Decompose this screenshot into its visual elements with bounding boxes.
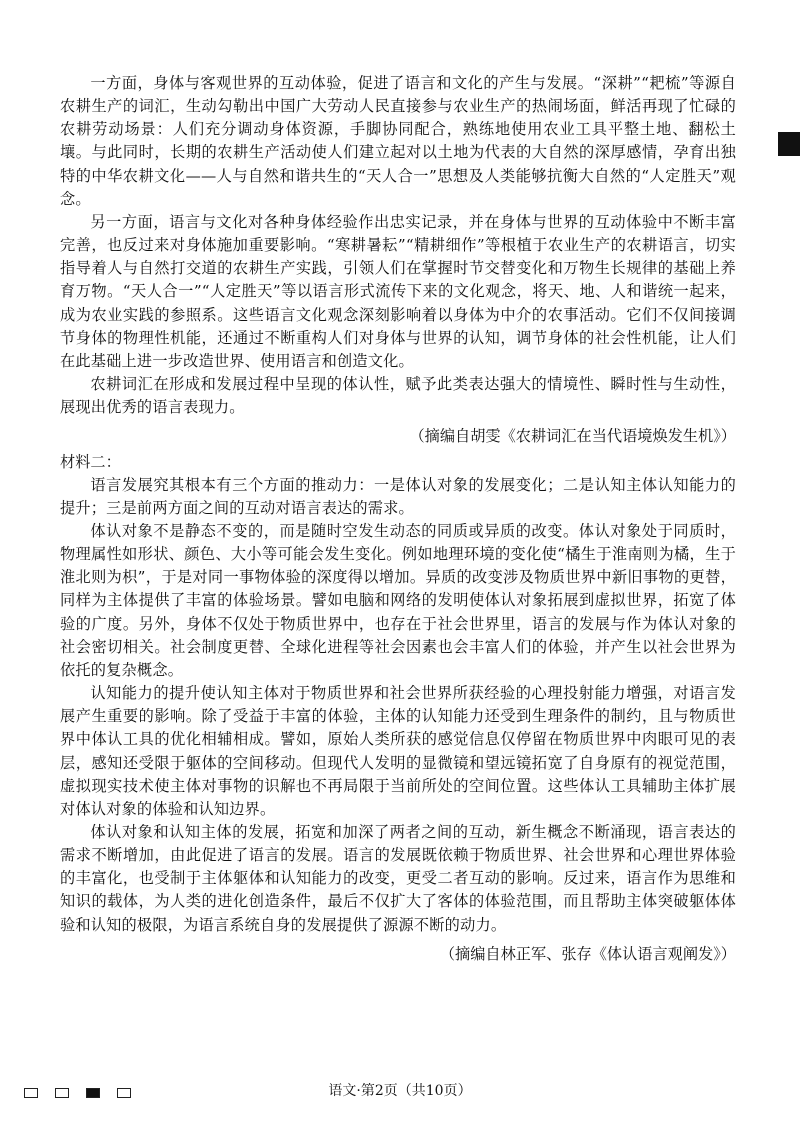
material2-label: 材料二： — [60, 452, 121, 471]
material2-paragraph-4: 体认对象和认知主体的发展，拓宽和加深了两者之间的互动，新生概念不断涌现，语言表达的需求不断增加，由此促进了语言的发展。语言的发展既依赖于物质世界、社会世界和心理世界体验的丰富化，也受制于主体躯体和认知能力的改变，更受二者互动的影响。反过来，语言作为思维和知识的载体，为人类的进化创造条件，最后不仅扩大了客体的体验范围，而且帮助主体突破躯体体验和认知的极限，为语言系统自身的发展提供了源源不断的动力。 — [60, 823, 736, 934]
passage1-source: （摘编自胡雯《农耕词汇在当代语境焕发生机》） — [409, 427, 736, 446]
passage1-paragraph-3: 农耕词汇在形成和发展过程中呈现的体认性，赋予此类表达强大的情境性、瞬时性与生动性，展现出优秀的语言表现力。 — [60, 375, 736, 417]
section-marker — [778, 132, 800, 156]
material2-paragraph-1: 语言发展究其根本有三个方面的推动力：一是体认对象的发展变化；二是认知主体认知能力的提升；三是前两方面之间的互动对语言表达的需求。 — [60, 475, 736, 517]
material2-source: （摘编自林正军、张存《体认语言观阐发》） — [439, 944, 736, 963]
material2-paragraph-3: 认知能力的提升使认知主体对于物质世界和社会世界所获经验的心理投射能力增强，对语言发展产生重要的影响。除了受益于丰富的体验，主体的认知能力还受到生理条件的制约，且与物质世界中体认工具的优化相辅相成。譬如，原始人类所获的感觉信息仅停留在物质世界中肉眼可见的表层，感知还受限于躯体的空间移动。但现代人发明的显微镜和望远镜拓宽了自身原有的视觉范围，虚拟现实技术使主体对事物的识解也不再局限于当前所处的空间位置。这些体认工具辅助主体扩展对体认对象的体验和认知边界。 — [60, 684, 736, 818]
passage1-paragraph-2: 另一方面，语言与文化对各种身体经验作出忠实记录，并在身体与世界的互动体验中不断丰富完善，也反过来对身体施加重要影响。“寒耕暑耘”“精耕细作”等根植于农业生产的农耕语言，切实指导着人与自然打交道的农耕生产实践，引领人们在掌握时节交替变化和万物生长规律的基础上养育万物。“天人合一”“人定胜天”等以语言形式流传下来的文化观念，将天、地、人和谐统一起来，成为农业实践的参照系。这些语言文化观念深刻影响着以身体为中介的农事活动。它们不仅间接调节身体的物理性机能，还通过不断重构人们对身体与世界的认知，调节身体的社会性机能，让人们在此基础上进一步改造世界、使用语言和创造文化。 — [60, 212, 736, 370]
page-number: 语文·第2页（共10页） — [328, 1083, 472, 1099]
passage1-paragraph-1: 一方面，身体与客观世界的互动体验，促进了语言和文化的产生与发展。“深耕”“耙梳”等源自农耕生产的词汇，生动勾勒出中国广大劳动人民直接参与农业生产的热闹场面，鲜活再现了忙碌的农耕劳动场景：人们充分调动身体资源，手脚协同配合，熟练地使用农业工具平整土地、翻松土壤。与此同时，长期的农耕生产活动使人们建立起对以土地为代表的大自然的深厚感情，孕育出独特的中华农耕文化——人与自然和谐共生的“天人合一”思想及人类能够抗衡大自然的“人定胜天”观念。 — [60, 74, 736, 208]
material2-paragraph-2: 体认对象不是静态不变的，而是随时空发生动态的同质或异质的改变。体认对象处于同质时，物理属性如形状、颜色、大小等可能会发生变化。例如地理环境的变化使“橘生于淮南则为橘，生于淮北则为枳”，于是对同一事物体验的深度得以增加。异质的改变涉及物质世界中新旧事物的更替，同样为主体提供了丰富的体验场景。譬如电脑和网络的发明使体认对象拓展到虚拟世界，拓宽了体验的广度。另外，身体不仅处于物质世界中，也存在于社会世界里，语言的发展与作为体认对象的社会密切相关。社会制度更替、全球化进程等社会因素也会丰富人们的体验，并产生以社会世界为依托的复杂概念。 — [60, 521, 736, 679]
page-body — [60, 72, 736, 968]
